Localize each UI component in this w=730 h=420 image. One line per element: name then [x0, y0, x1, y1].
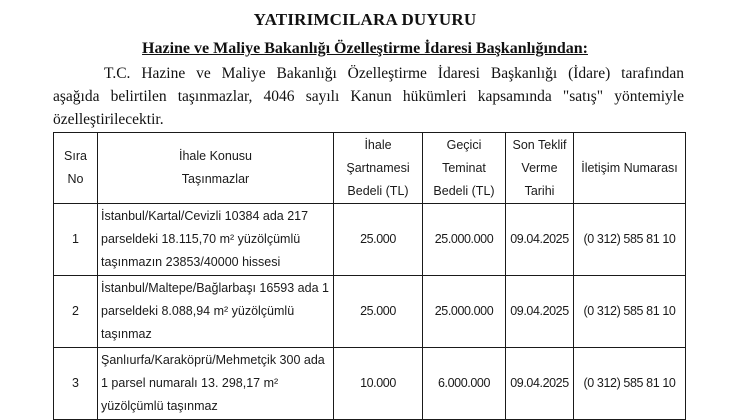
row-description: Şanlıurfa/Karaköprü/Mehmetçik 300 ada 1 parsel numaralı 13. 298,17 m² yüzölçümlü taşınmaz [98, 348, 334, 420]
row-sartname-bedeli: 10.000 [334, 348, 423, 420]
header-ihale-konusu: İhale Konusu Taşınmazlar [98, 133, 334, 204]
row-iletisim: (0 312) 585 81 10 [574, 276, 686, 348]
row-son-teklif-tarihi: 09.04.2025 [506, 276, 574, 348]
paragraph-line-1: T.C. Hazine ve Maliye Bakanlığı Özelleştirme İdaresi Başkanlığı (İdare) tarafından [104, 65, 684, 82]
header-sartname-bedeli: İhale Şartnamesi Bedeli (TL) [334, 133, 423, 204]
header-son-teklif: Son Teklif Verme Tarihi [506, 133, 574, 204]
row-teminat-bedeli: 6.000.000 [423, 348, 506, 420]
row-iletisim: (0 312) 585 81 10 [574, 204, 686, 276]
table-row [54, 204, 686, 276]
document-subtitle: Hazine ve Maliye Bakanlığı Özelleştirme İdaresi Başkanlığından: [142, 40, 588, 57]
row-teminat-bedeli: 25.000.000 [423, 204, 506, 276]
table-header-row [54, 133, 686, 204]
table-row [54, 348, 686, 420]
header-sira-no: Sıra No [54, 133, 98, 204]
paragraph-line-3: özelleştirilecektir. [53, 111, 164, 128]
row-sartname-bedeli: 25.000 [334, 276, 423, 348]
intro-paragraph [53, 62, 684, 131]
row-description: İstanbul/Maltepe/Bağlarbaşı 16593 ada 1 parseldeki 8.088,94 m² yüzölçümlü taşınmaz [98, 276, 334, 348]
header-teminat-bedeli: Geçici Teminat Bedeli (TL) [423, 133, 506, 204]
tender-table [53, 132, 686, 420]
row-iletisim: (0 312) 585 81 10 [574, 348, 686, 420]
paragraph-line-2: aşağıda belirtilen taşınmazlar, 4046 sayılı Kanun hükümleri kapsamında "satış" yöntemiyle [53, 88, 684, 105]
row-teminat-bedeli: 25.000.000 [423, 276, 506, 348]
row-sartname-bedeli: 25.000 [334, 204, 423, 276]
table-row [54, 276, 686, 348]
row-no: 2 [54, 276, 98, 348]
document-title: YATIRIMCILARA DUYURU [253, 10, 477, 29]
row-description: İstanbul/Kartal/Cevizli 10384 ada 217 parseldeki 18.115,70 m² yüzölçümlü taşınmazın 23853/40000 hissesi [98, 204, 334, 276]
row-no: 3 [54, 348, 98, 420]
row-son-teklif-tarihi: 09.04.2025 [506, 348, 574, 420]
header-iletisim: İletişim Numarası [574, 133, 686, 204]
row-son-teklif-tarihi: 09.04.2025 [506, 204, 574, 276]
row-no: 1 [54, 204, 98, 276]
